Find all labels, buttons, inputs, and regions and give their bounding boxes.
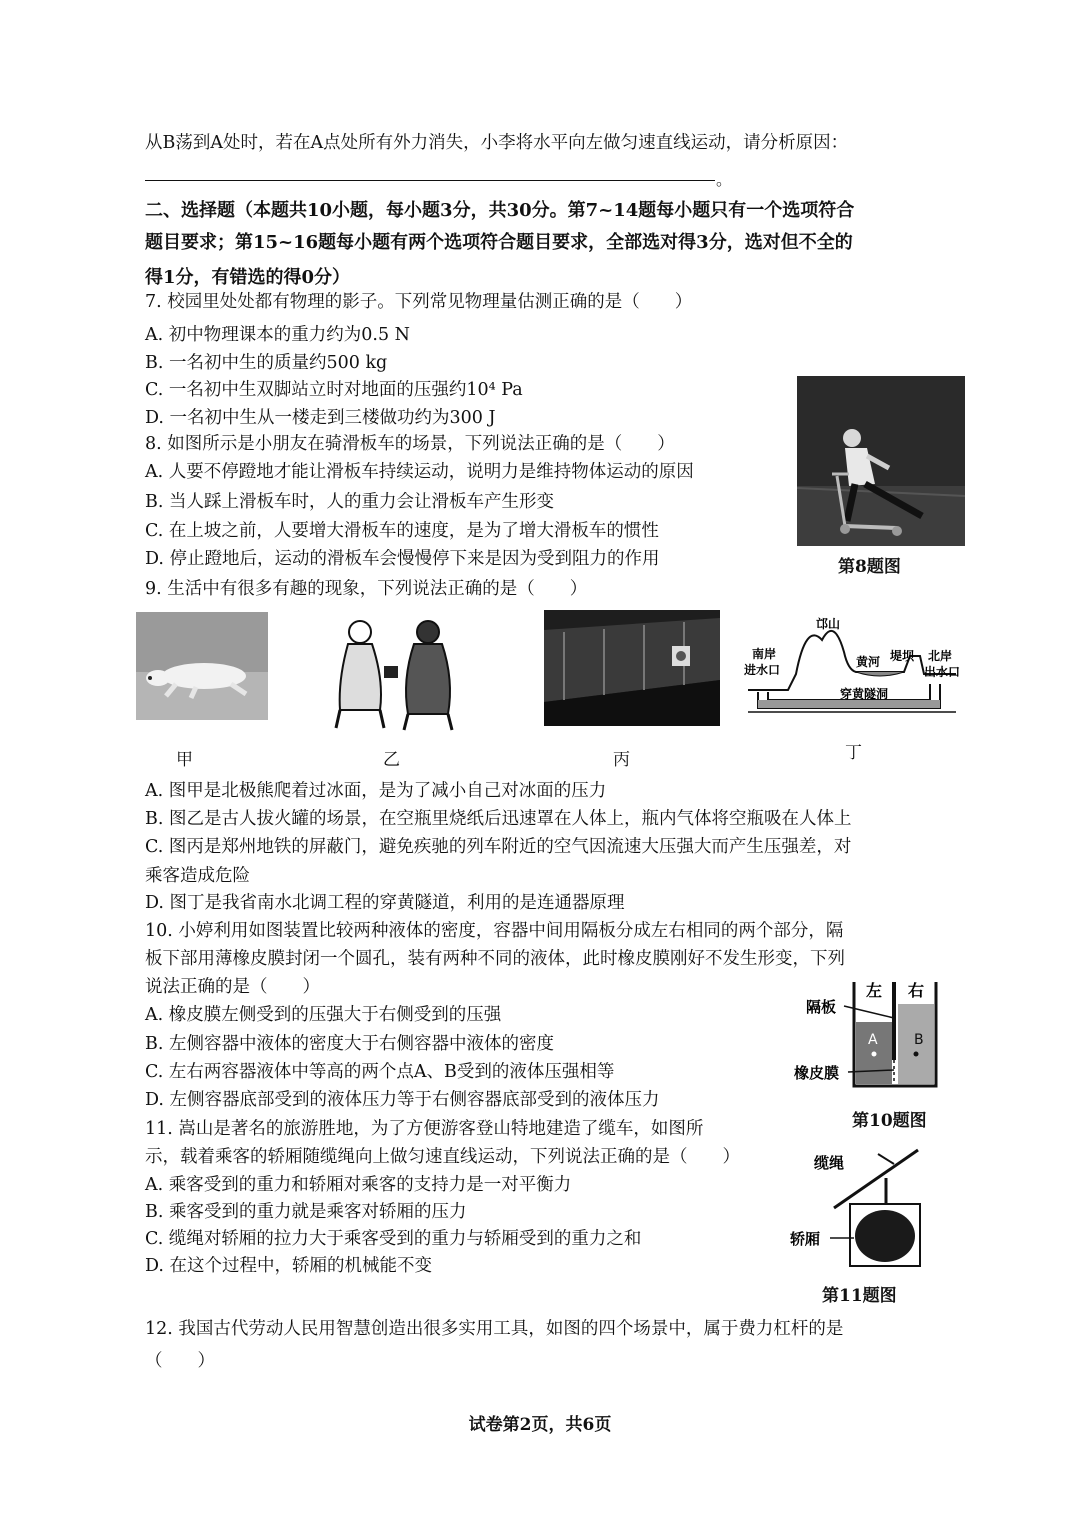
q7-option-c: C. 一名初中生双脚站立时对地面的压强约10⁴ Pa [145,380,523,400]
q10-stem-line1: 10. 小婷利用如图装置比较两种液体的密度，容器中间用隔板分成左右相同的两个部分，隔 [145,921,844,941]
q11-option-d: D. 在这个过程中，轿厢的机械能不变 [145,1256,433,1276]
q10-fig-point-a: A [868,1032,878,1048]
q10-fig-point-b: B [914,1032,924,1048]
q7-option-b: B. 一名初中生的质量约500 kg [145,353,388,373]
figure-label-ding: 丁 [845,743,862,763]
q9-stem: 9. 生活中有很多有趣的现象，下列说法正确的是（ ） [145,579,588,599]
section-header-line1: 二、选择题（本题共10小题，每小题3分，共30分。第7~14题每小题只有一个选项符合 [145,200,855,221]
page-footer: 试卷第2页，共6页 [468,1415,612,1435]
figure-label-bing: 丙 [613,750,630,770]
tunnel-label-inlet: 进水口 [744,663,781,677]
q10-fig-partition-label: 隔板 [806,998,837,1016]
tunnel-label-tunnel: 穿黄隧洞 [840,687,889,701]
cupping-illustration [318,610,468,732]
q8-figure-caption: 第8题图 [838,557,901,577]
tunnel-label-south-bank: 南岸 [752,647,777,661]
q10-stem-line3: 说法正确的是（ ） [145,977,320,997]
q7-option-a: A. 初中物理课本的重力约为0.5 N [145,325,410,345]
q10-figure-caption: 第10题图 [852,1111,927,1131]
q8-option-d: D. 停止蹬地后，运动的滑板车会慢慢停下来是因为受到阻力的作用 [145,549,660,569]
answer-blank [145,179,715,181]
section-header-line3: 得1分，有错选的得0分） [145,267,351,288]
q10-fig-right-label: 右 [908,981,925,1000]
q11-fig-cabin-label: 轿厢 [790,1230,821,1248]
q9-option-d: D. 图丁是我省南水北调工程的穿黄隧道，利用的是连通器原理 [145,893,625,913]
tunnel-label-outlet: 出水口 [924,665,961,679]
figure-label-yi: 乙 [383,750,400,770]
scooter-photo [797,376,965,546]
tunnel-label-north-bank: 北岸 [928,649,953,663]
q11-option-a: A. 乘客受到的重力和轿厢对乘客的支持力是一对平衡力 [145,1175,572,1195]
tunnel-label-mountain: 邙山 [816,617,841,631]
section-header-line2: 题目要求；第15~16题每小题有两个选项符合题目要求，全部选对得3分，选对但不全的 [145,232,853,253]
tunnel-diagram [744,612,966,724]
cable-car-diagram [790,1146,940,1278]
polar-bear-photo [136,612,268,720]
q10-option-c: C. 左右两容器液体中等高的两个点A、B受到的液体压强相等 [145,1062,615,1082]
q8-option-b: B. 当人踩上滑板车时，人的重力会让滑板车产生形变 [145,492,554,512]
q10-fig-membrane-label: 橡皮膜 [794,1064,840,1082]
partition-container-diagram [792,978,942,1090]
q11-fig-cable-label: 缆绳 [814,1154,845,1172]
q10-fig-left-label: 左 [866,981,883,1000]
q11-figure-caption: 第11题图 [822,1286,897,1306]
q11-option-b: B. 乘客受到的重力就是乘客对轿厢的压力 [145,1202,467,1222]
tunnel-label-dam: 堤坝 [890,649,915,663]
q10-option-a: A. 橡皮膜左侧受到的压强大于右侧受到的压强 [145,1005,502,1025]
q12-paren: （ ） [145,1351,215,1371]
q9-option-a: A. 图甲是北极熊爬着过冰面，是为了减小自己对冰面的压力 [145,781,607,801]
intro-end: 。 [716,170,733,189]
q10-stem-line2: 板下部用薄橡皮膜封闭一个圆孔，装有两种不同的液体，此时橡皮膜刚好不发生形变，下列 [145,949,845,969]
q12-stem: 12. 我国古代劳动人民用智慧创造出很多实用工具，如图的四个场景中，属于费力杠杆的是 [145,1319,844,1339]
q7-option-d: D. 一名初中生从一楼走到三楼做功约为300 J [145,408,496,428]
q8-stem: 8. 如图所示是小朋友在骑滑板车的场景，下列说法正确的是（ ） [145,434,675,454]
q8-option-a: A. 人要不停蹬地才能让滑板车持续运动，说明力是维持物体运动的原因 [145,462,694,482]
figure-label-jia: 甲 [176,750,193,770]
tunnel-label-river: 黄河 [856,655,881,669]
q9-option-b: B. 图乙是古人拔火罐的场景，在空瓶里烧纸后迅速罩在人体上，瓶内气体将空瓶吸在人体上 [145,809,852,829]
q8-option-c: C. 在上坡之前，人要增大滑板车的速度，是为了增大滑板车的惯性 [145,521,659,541]
q7-stem: 7. 校园里处处都有物理的影子。下列常见物理量估测正确的是（ ） [145,292,693,312]
q10-option-d: D. 左侧容器底部受到的液体压力等于右侧容器底部受到的液体压力 [145,1090,660,1110]
subway-platform-photo [544,610,720,726]
q9-option-c-line2: 乘客造成危险 [145,866,250,886]
q9-option-c-line1: C. 图丙是郑州地铁的屏蔽门，避免疾驰的列车附近的空气因流速大压强大而产生压强差，对 [145,837,852,857]
q11-stem-line2: 示，载着乘客的轿厢随缆绳向上做匀速直线运动，下列说法正确的是（ ） [145,1147,740,1167]
q11-stem-line1: 11. 嵩山是著名的旅游胜地，为了方便游客登山特地建造了缆车，如图所 [145,1119,704,1139]
intro-line: 从B荡到A处时，若在A点处所有外力消失，小李将水平向左做匀速直线运动，请分析原因： [145,133,849,153]
q11-option-c: C. 缆绳对轿厢的拉力大于乘客受到的重力与轿厢受到的重力之和 [145,1229,642,1249]
q10-option-b: B. 左侧容器中液体的密度大于右侧容器中液体的密度 [145,1034,554,1054]
